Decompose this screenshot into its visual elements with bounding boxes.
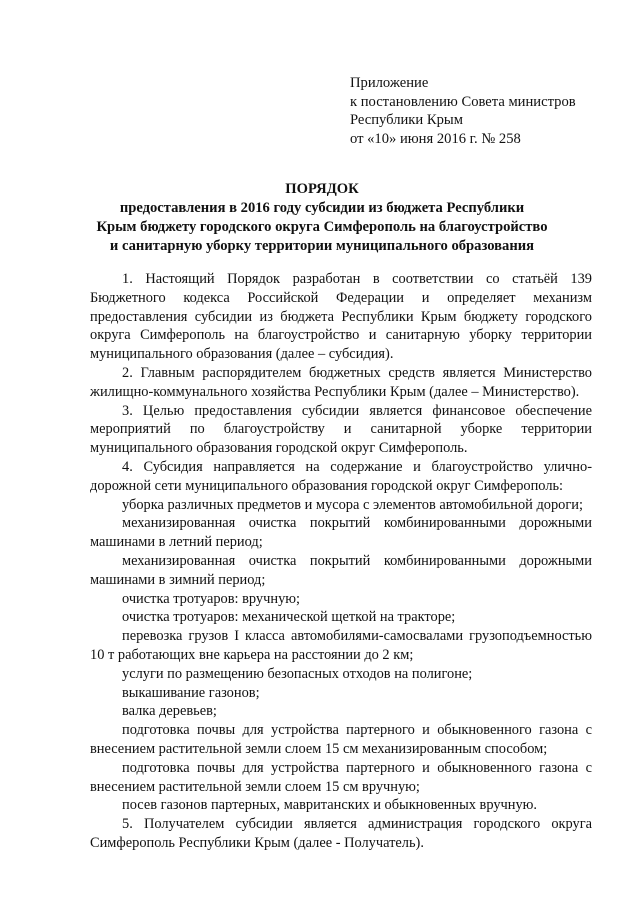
list-item: услуги по размещению безопасных отходов на полигоне; <box>122 665 473 682</box>
list-item: валка деревьев; <box>122 703 217 720</box>
list-item: механизированная очистка покрытий комбинированными дорожными машинами в зимний период; <box>90 552 592 588</box>
list-item: очистка тротуаров: механической щеткой на тракторе; <box>122 609 456 626</box>
list-item: перевозка грузов I класса автомобилями-самосвалами грузоподъемностью 10 т работающих вне карьера на расстоянии до 2 км; <box>90 628 592 663</box>
appendix-resolution: к постановлению Совета министров <box>350 93 576 110</box>
document-title <box>86 180 558 256</box>
list-item: посев газонов партерных, мавританских и обыкновенных вручную. <box>122 797 538 814</box>
title-heading: ПОРЯДОК <box>285 181 359 197</box>
list-item: уборка различных предметов и мусора с элементов автомобильной дороги; <box>122 496 583 513</box>
list-item: выкашивание газонов; <box>122 684 260 701</box>
list-item: подготовка почвы для устройства партерного и обыкновенного газона с внесением растительной земли слоем 15 см вручную; <box>90 759 592 795</box>
paragraph-1: 1. Настоящий Порядок разработан в соответствии со статьёй 139 Бюджетного кодекса Российской Федерации и определяет механизм предоставления субсидии из бюджета Республики Крым бюджету городского округа Симферополь на благоустройство и санитарную уборку территории муниципального образования (далее – субсидия). <box>90 271 592 363</box>
paragraph-3: 3. Целью предоставления субсидии является финансовое обеспечение мероприятий по благоустройству и санитарной уборке территории муниципального образования городской округ Симферополь. <box>90 402 592 457</box>
paragraph-2: 2. Главным распорядителем бюджетных средств является Министерство жилищно-коммунального хозяйства Республики Крым (далее – Министерство). <box>90 364 592 400</box>
list-item: подготовка почвы для устройства партерного и обыкновенного газона с внесением растительной земли слоем 15 см механизированным способом; <box>90 722 592 757</box>
list-item: очистка тротуаров: вручную; <box>122 590 301 607</box>
paragraph-4: 4. Субсидия направляется на содержание и благоустройство улично-дорожной сети муниципального образования городской округ Симферополь: <box>90 458 592 494</box>
title-line-3: и санитарную уборку территории муниципального образования <box>109 238 535 254</box>
title-line-1: предоставления в 2016 году субсидии из бюджета Республики <box>119 200 525 216</box>
appendix-label: Приложение <box>350 75 429 91</box>
appendix-date-number: от «10» июня 2016 г. № 258 <box>350 130 521 147</box>
document-body <box>90 270 592 853</box>
list-item: механизированная очистка покрытий комбинированными дорожными машинами в летний период; <box>90 515 592 551</box>
title-line-2: Крым бюджету городского округа Симферополь на благоустройство <box>96 219 548 235</box>
appendix-republic: Республики Крым <box>350 112 463 128</box>
appendix-block <box>350 74 630 148</box>
paragraph-5: 5. Получателем субсидии является администрация городского округа Симферополь Республики Крым (далее - Получатель). <box>90 816 592 851</box>
